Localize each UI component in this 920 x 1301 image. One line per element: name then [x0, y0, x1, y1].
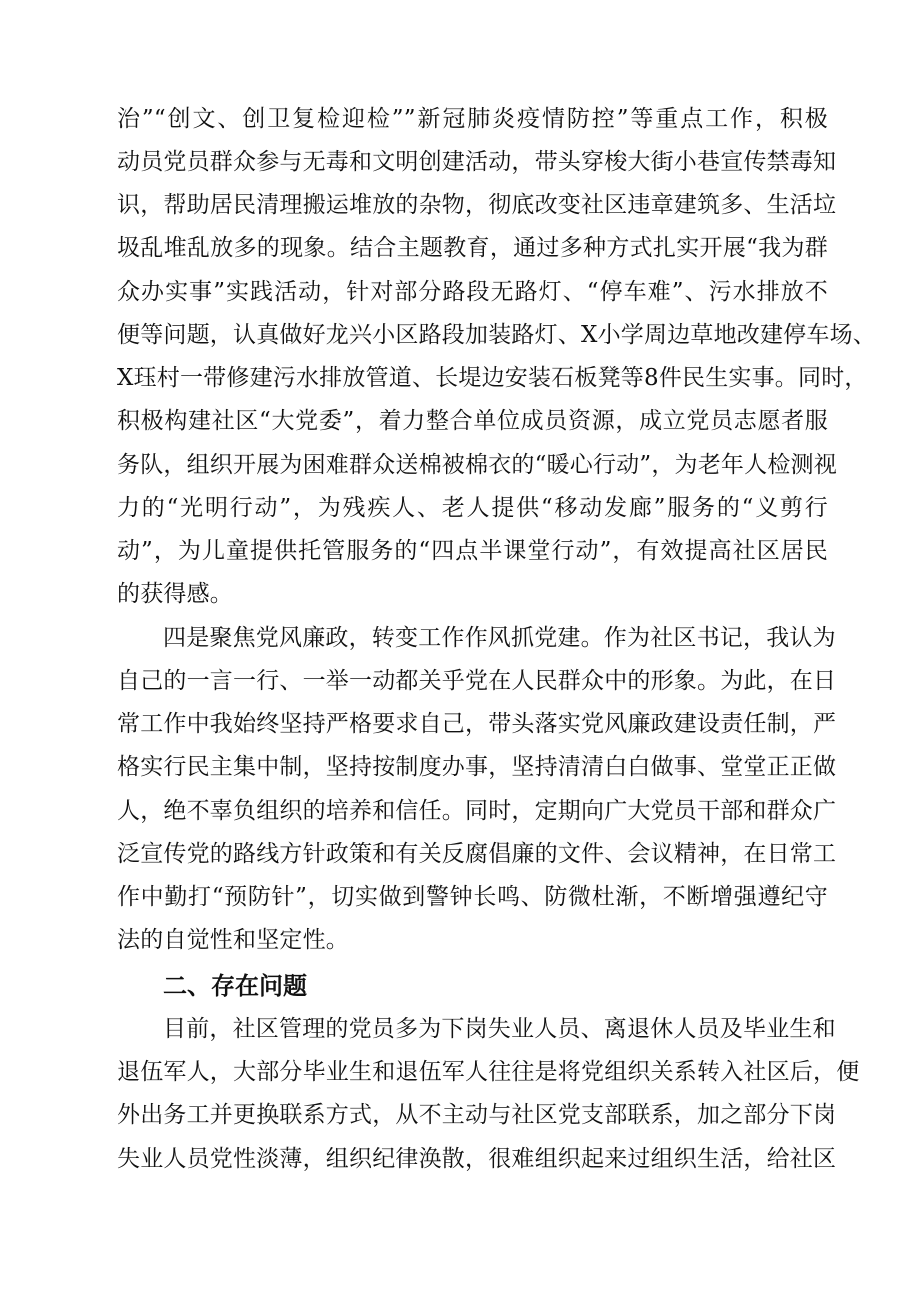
- text-line: 圾乱堆乱放多的现象。结合主题教育，通过多种方式扎实开展“我为群: [117, 235, 828, 261]
- text-line: 人，绝不辜负组织的培养和信任。同时，定期向广大党员干部和群众广: [117, 798, 837, 824]
- text-line: 外出务工并更换联系方式，从不主动与社区党支部联系，加之部分下岗: [117, 1102, 837, 1128]
- text-line: 积极构建社区“大党委”，着力整合单位成员资源，成立党员志愿者服: [117, 408, 828, 434]
- text-line: 识，帮助居民清理搬运堆放的杂物，彻底改变社区违章建筑多、生活垃: [117, 192, 837, 218]
- text-line: X珏村一带修建污水排放管道、长堤边安装石板凳等8件民生实事。同时，: [117, 365, 868, 391]
- text-line: 动员党员群众参与无毒和文明创建活动，带头穿梭大街小巷宣传禁毒知: [117, 149, 837, 175]
- text-line: 失业人员党性淡薄，组织纪律涣散，很难组织起来过组织生活，给社区: [117, 1146, 837, 1172]
- text-line: 治”“创文、创卫复检迎检””新冠肺炎疫情防控”等重点工作，积极: [117, 106, 828, 132]
- text-line: 众办实事”实践活动，针对部分路段无路灯、“停车难”、污水排放不: [117, 279, 828, 305]
- text-line: 力的“光明行动”，为残疾人、老人提供“移动发廊”服务的“义剪行: [117, 495, 828, 521]
- text-line: 的获得感。: [117, 581, 233, 607]
- text-line: 四是聚焦党风廉政，转变工作作风抓党建。作为社区书记，我认为: [163, 625, 836, 651]
- text-line: 目前，社区管理的党员多为下岗失业人员、离退休人员及毕业生和: [163, 1016, 836, 1042]
- text-line: 便等问题，认真做好龙兴小区路段加装路灯、X小学周边草地改建停车场、: [117, 322, 876, 348]
- text-line: 格实行民主集中制，坚持按制度办事，坚持清清白白做事、堂堂正正做: [117, 754, 837, 780]
- text-line: 动”，为儿童提供托管服务的“四点半课堂行动”，有效提高社区居民: [117, 538, 828, 564]
- text-line: 作中勤打“预防针”，切实做到警钟长鸣、防微杜渐，不断增强遵纪守: [117, 884, 828, 910]
- text-line: 务队，组织开展为困难群众送棉被棉衣的“暖心行动”，为老年人检测视: [117, 452, 837, 478]
- text-line: 退伍军人，大部分毕业生和退伍军人往往是将党组织关系转入社区后，便: [117, 1059, 860, 1085]
- text-line: 自己的一言一行、一举一动都关乎党在人民群众中的形象。为此，在日: [117, 668, 837, 694]
- text-line: 法的自觉性和坚定性。: [117, 927, 349, 953]
- text-line: 常工作中我始终坚持严格要求自己，带头落实党风廉政建设责任制，严: [117, 711, 837, 737]
- text-line: 泛宣传党的路线方针政策和有关反腐倡廉的文件、会议精神，在日常工: [117, 841, 837, 867]
- section-heading: 二、存在问题: [163, 972, 307, 1000]
